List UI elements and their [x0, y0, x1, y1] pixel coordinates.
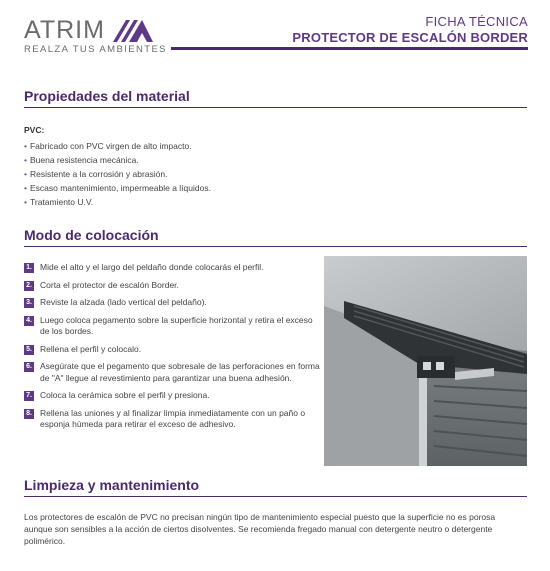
step-number: 1. [24, 263, 34, 273]
brand-tagline: REALZA TUS AMBIENTES [24, 44, 167, 55]
list-item: • Resistente a la corrosión y abrasión. [24, 169, 168, 179]
step-number: 7. [24, 391, 34, 401]
list-item: • Tratamiento U.V. [24, 197, 94, 207]
section-title-installation: Modo de colocación [24, 227, 159, 243]
step-number: 4. [24, 316, 34, 326]
step-number: 6. [24, 362, 34, 372]
document-title: PROTECTOR DE ESCALÓN BORDER [292, 30, 528, 45]
brand-logo [24, 16, 167, 55]
section-title-material: Propiedades del material [24, 88, 190, 104]
section-title-cleaning: Limpieza y mantenimiento [24, 477, 200, 493]
step-item: 8. Rellena las uniones y al finalizar limpia inmediatamente con un paño o esponja húmeda para retirar el exceso de adhesivo. [24, 408, 324, 431]
section-divider [24, 107, 527, 108]
product-photo [324, 256, 527, 466]
list-item: • Escaso mantenimiento, impermeable a líquidos. [24, 183, 211, 193]
brand-mark-icon [113, 20, 153, 47]
step-item: 7. Coloca la cerámica sobre el perfil y presiona. [24, 390, 324, 402]
cleaning-paragraph: Los protectores de escalón de PVC no precisan ningún tipo de mantenimiento especial puesto que la superficie no es porosa aunque son sensibles a la acción de ciertos disolventes. Se recomienda fregado manual con detergente neutro o detergente polimérico. [24, 512, 496, 546]
step-item: 1. Mide el alto y el largo del peldaño donde colocarás el perfil. [24, 262, 324, 274]
brand-name: ATRIM [24, 16, 105, 44]
step-item: 4. Luego coloca pegamento sobre la superficie horizontal y retira el exceso de los bordes. [24, 315, 324, 338]
step-item: 2. Corta el protector de escalón Border. [24, 280, 324, 292]
material-list [24, 139, 211, 209]
document-type: FICHA TÉCNICA [425, 14, 528, 29]
list-item: • Buena resistencia mecánica. [24, 155, 139, 165]
step-number: 5. [24, 345, 34, 355]
header-divider [171, 47, 528, 50]
section-divider [24, 496, 527, 497]
step-item: 6. Asegúrate que el pegamento que sobresale de las perforaciones en forma de "A" llegue al revestimiento para garantizar una buena adhesión. [24, 361, 324, 384]
step-number: 2. [24, 281, 34, 291]
section-divider [24, 246, 527, 247]
step-number: 8. [24, 409, 34, 419]
step-item: 5. Rellena el perfil y colocalo. [24, 344, 324, 356]
material-heading: PVC: [24, 125, 45, 135]
step-number: 3. [24, 298, 34, 308]
step-item: 3. Reviste la alzada (lado vertical del peldaño). [24, 297, 324, 309]
installation-steps [24, 262, 324, 431]
list-item: • Fabricado con PVC virgen de alto impacto. [24, 141, 192, 151]
